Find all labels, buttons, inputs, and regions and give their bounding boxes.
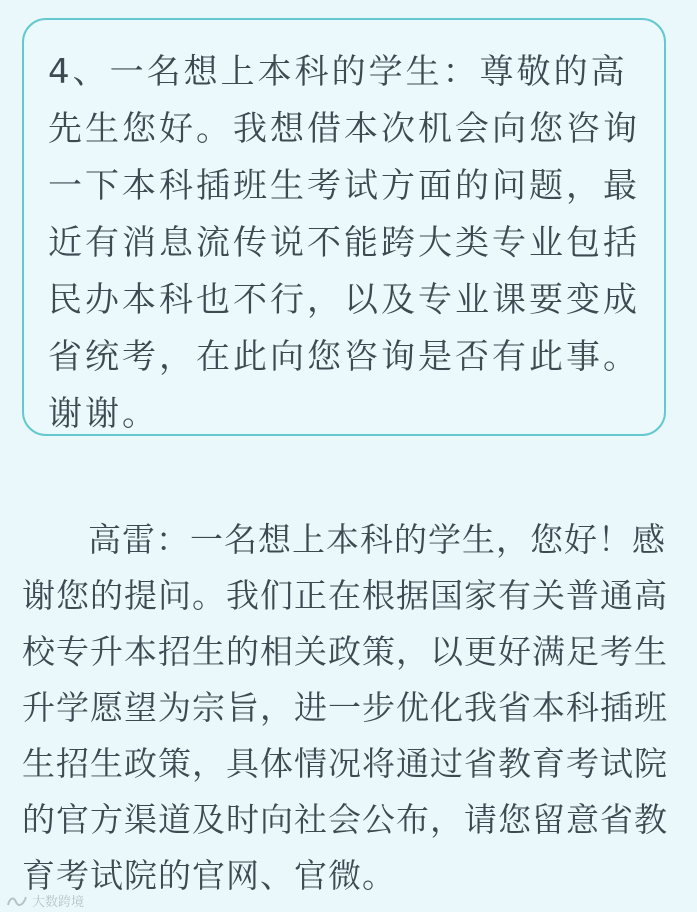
- watermark: [6, 891, 84, 910]
- answer-block: [22, 512, 676, 904]
- question-text: 4、一名想上本科的学生：尊敬的高先生您好。我想借本次机会向您咨询一下本科插班生考试方面的问题，最近有消息流传说不能跨大类专业包括民办本科也不行，以及专业课要变成省统考，在此向您咨询是否有此事。谢谢。: [48, 52, 640, 434]
- question-box: [22, 18, 666, 436]
- answer-text: 高雷：一名想上本科的学生，您好！感谢您的提问。我们正在根据国家有关普通高校专升本招生的相关政策，以更好满足考生升学愿望为宗旨，进一步优化我省本科插班生招生政策，具体情况将通过省教育考试院的官方渠道及时向社会公布，请您留意省教育考试院的官网、官微。: [22, 520, 668, 895]
- watermark-text: 大数跨境: [32, 895, 85, 910]
- watermark-logo-icon: [6, 894, 28, 908]
